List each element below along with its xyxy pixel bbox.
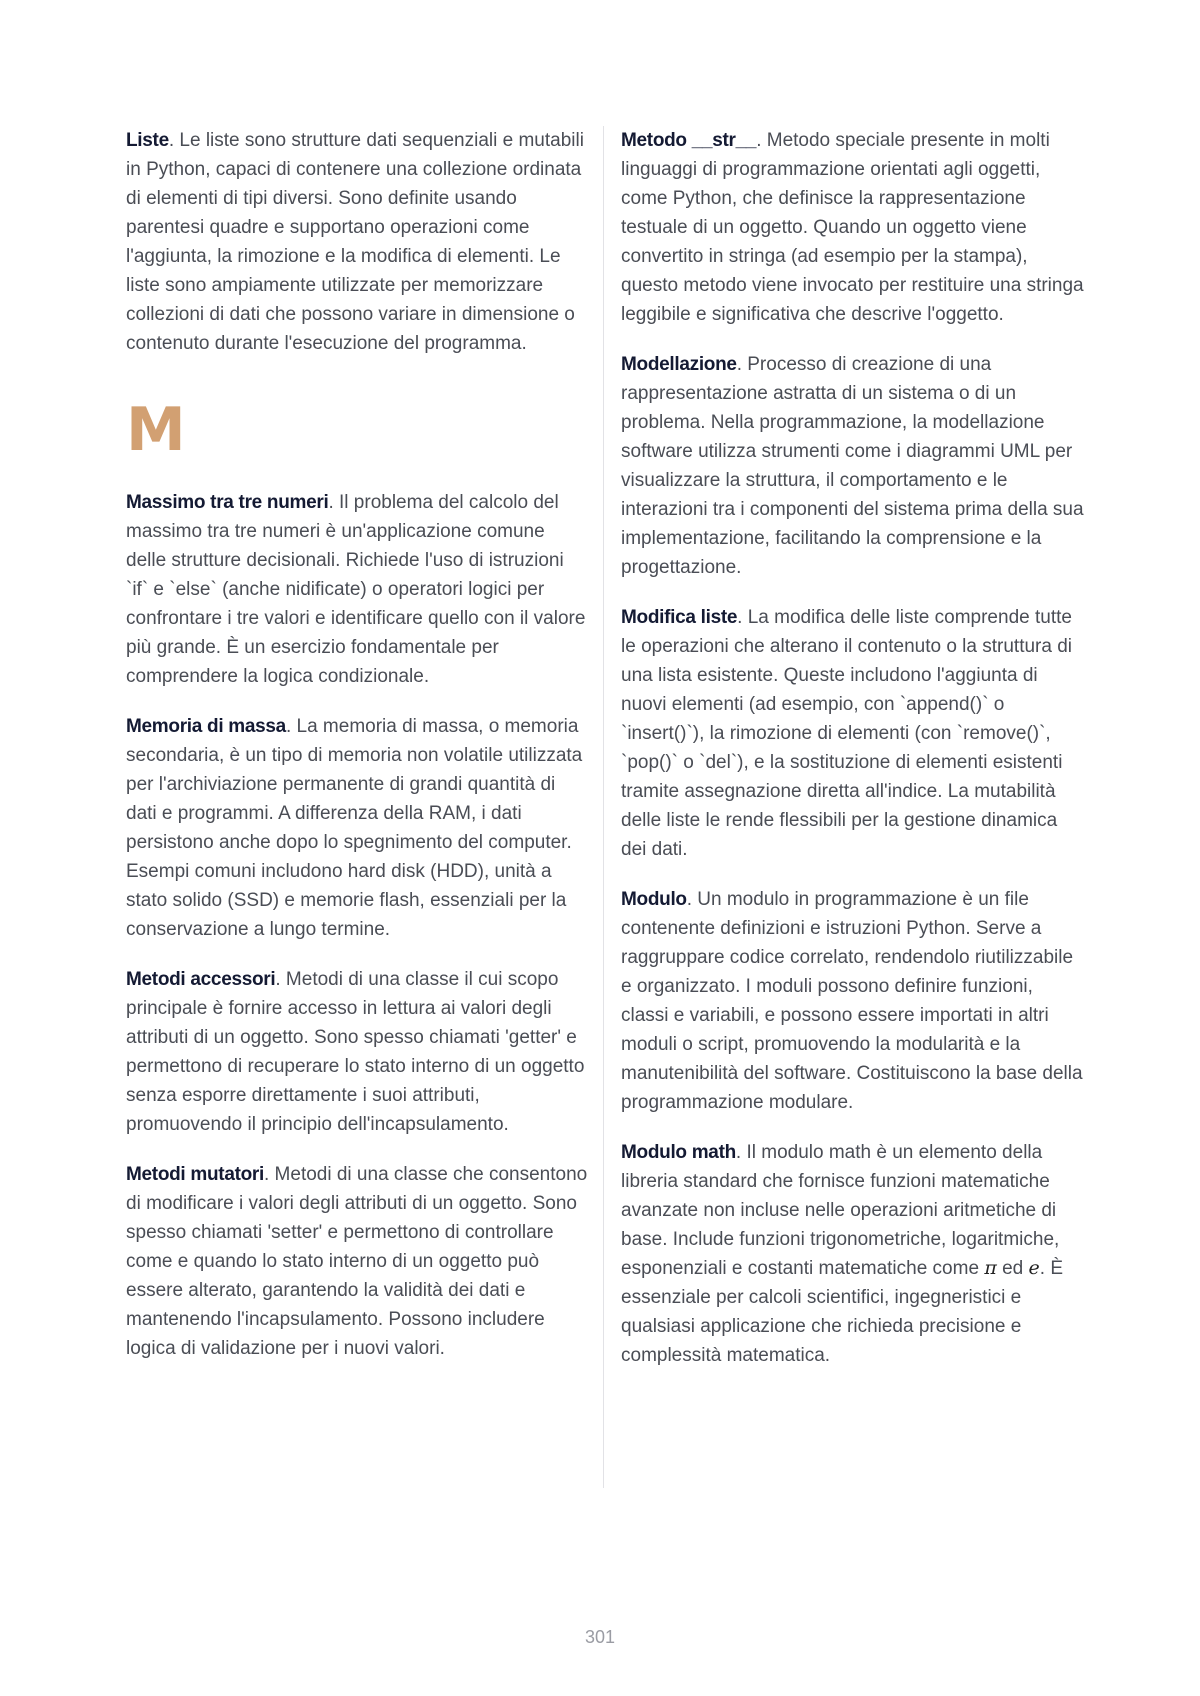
entry-text: . La modifica delle liste comprende tutte le operazioni che alterano il contenuto o la struttura di una lista esistente. Queste includono l'aggiunta di nuovi elementi (ad esempio, con `append()` o `insert()`), la rimozione di elementi (con `remove()`, `pop()` o `del`), e la sostituzione di elementi esistenti tramite assegnazione diretta all'indice. La mutabilità delle liste le rende flessibili per la gestione dinamica dei dati.	[621, 607, 1072, 860]
glossary-entry	[126, 488, 589, 691]
entry-term: Modulo	[621, 889, 687, 910]
entry-text: . Metodi di una classe che consentono di modificare i valori degli attributi di un oggetto. Sono spesso chiamati 'setter' e permettono di controllare come e quando lo stato interno di un oggetto può essere alterato, garantendo la validità dei dati e mantenendo l'incapsulamento. Possono includere logica di validazione per i nuovi valori.	[126, 1164, 588, 1359]
glossary-entry	[621, 126, 1084, 329]
entry-text: . Il modulo math è un elemento della libreria standard che fornisce funzioni matematiche avanzate non incluse nelle operazioni aritmetiche di base. Include funzioni trigonometriche, logaritmiche, esponenziali e costanti matematiche come	[621, 1142, 1060, 1279]
right-column	[621, 126, 1084, 1391]
section-letter: M	[126, 395, 186, 465]
glossary-entry	[621, 603, 1084, 864]
page-number: 301	[584, 1627, 616, 1647]
entry-text: . La memoria di massa, o memoria secondaria, è un tipo di memoria non volatile utilizzata per l'archiviazione permanente di grandi quantità di dati e programmi. A differenza della RAM, i dati persistono anche dopo lo spegnimento del computer. Esempi comuni includono hard disk (HDD), unità a stato solido (SSD) e memorie flash, essenziali per la conservazione a lungo termine.	[126, 716, 583, 940]
entry-text: . Il problema del calcolo del massimo tra tre numeri è un'applicazione comune delle strutture decisionali. Richiede l'uso di istruzioni `if` e `else` (anche nidificate) o operatori logici per confrontare i tre valori e identificare quello con il valore più grande. È un esercizio fondamentale per comprendere la logica condizionale.	[126, 492, 586, 687]
glossary-entry	[126, 1160, 589, 1363]
entry-term: Modellazione	[621, 354, 737, 375]
entry-term: Massimo tra tre numeri	[126, 492, 329, 513]
glossary-entry	[621, 1138, 1084, 1370]
entry-term: Liste	[126, 130, 169, 151]
entry-text: . Un modulo in programmazione è un file contenente definizioni e istruzioni Python. Serve a raggruppare codice correlato, rendendolo riutilizzabile e organizzato. I moduli possono definire funzioni, classi e variabili, e possono essere importati in altri moduli o script, promuovendo la modularità e la manutenibilità del software. Costituiscono la base della programmazione modulare.	[621, 889, 1083, 1113]
entry-text: . Le liste sono strutture dati sequenziali e mutabili in Python, capaci di contenere una collezione ordinata di elementi di tipi diversi. Sono definite usando parentesi quadre e supportano operazioni come l'aggiunta, la rimozione e la modifica di elementi. Le liste sono ampiamente utilizzate per memorizzare collezioni di dati che possono variare in dimensione o contenuto durante l'esecuzione del programma.	[126, 130, 584, 354]
entry-term: Metodo __str__	[621, 130, 757, 151]
entry-text: . Processo di creazione di una rappresentazione astratta di un sistema o di un problema. Nella programmazione, la modellazione software utilizza strumenti come i diagrammi UML per visualizzare la struttura, il comportamento e le interazioni tra i componenti del sistema prima della sua implementazione, facilitando la comprensione e la progettazione.	[621, 354, 1084, 578]
column-divider	[603, 126, 604, 1488]
entry-text: ed	[996, 1258, 1029, 1279]
glossary-entry	[126, 712, 589, 944]
e-symbol: e	[1028, 1257, 1040, 1279]
entry-term: Modifica liste	[621, 607, 738, 628]
entry-text: . È essenziale per calcoli scientifici, ingegneristici e qualsiasi applicazione che richieda precisione e complessità matematica.	[621, 1258, 1063, 1366]
glossary-entry	[621, 350, 1084, 582]
entry-term: Memoria di massa	[126, 716, 286, 737]
entry-term: Modulo math	[621, 1142, 736, 1163]
entry-term: Metodi accessori	[126, 969, 276, 990]
entry-text: . Metodi di una classe il cui scopo principale è fornire accesso in lettura ai valori degli attributi di un oggetto. Sono spesso chiamati 'getter' e permettono di recuperare lo stato interno di un oggetto senza esporre direttamente i suoi attributi, promuovendo il principio dell'incapsulamento.	[126, 969, 585, 1135]
entry-term: Metodi mutatori	[126, 1164, 264, 1185]
glossary-entry	[126, 965, 589, 1139]
glossary-entry	[126, 126, 589, 358]
glossary-entry	[621, 885, 1084, 1117]
left-column	[126, 126, 589, 1384]
pi-symbol: π	[984, 1257, 997, 1279]
entry-text: . Metodo speciale presente in molti linguaggi di programmazione orientati agli oggetti, come Python, che definisce la rappresentazione testuale di un oggetto. Quando un oggetto viene convertito in stringa (ad esempio per la stampa), questo metodo viene invocato per restituire una stringa leggibile e significativa che descrive l'oggetto.	[621, 130, 1084, 325]
